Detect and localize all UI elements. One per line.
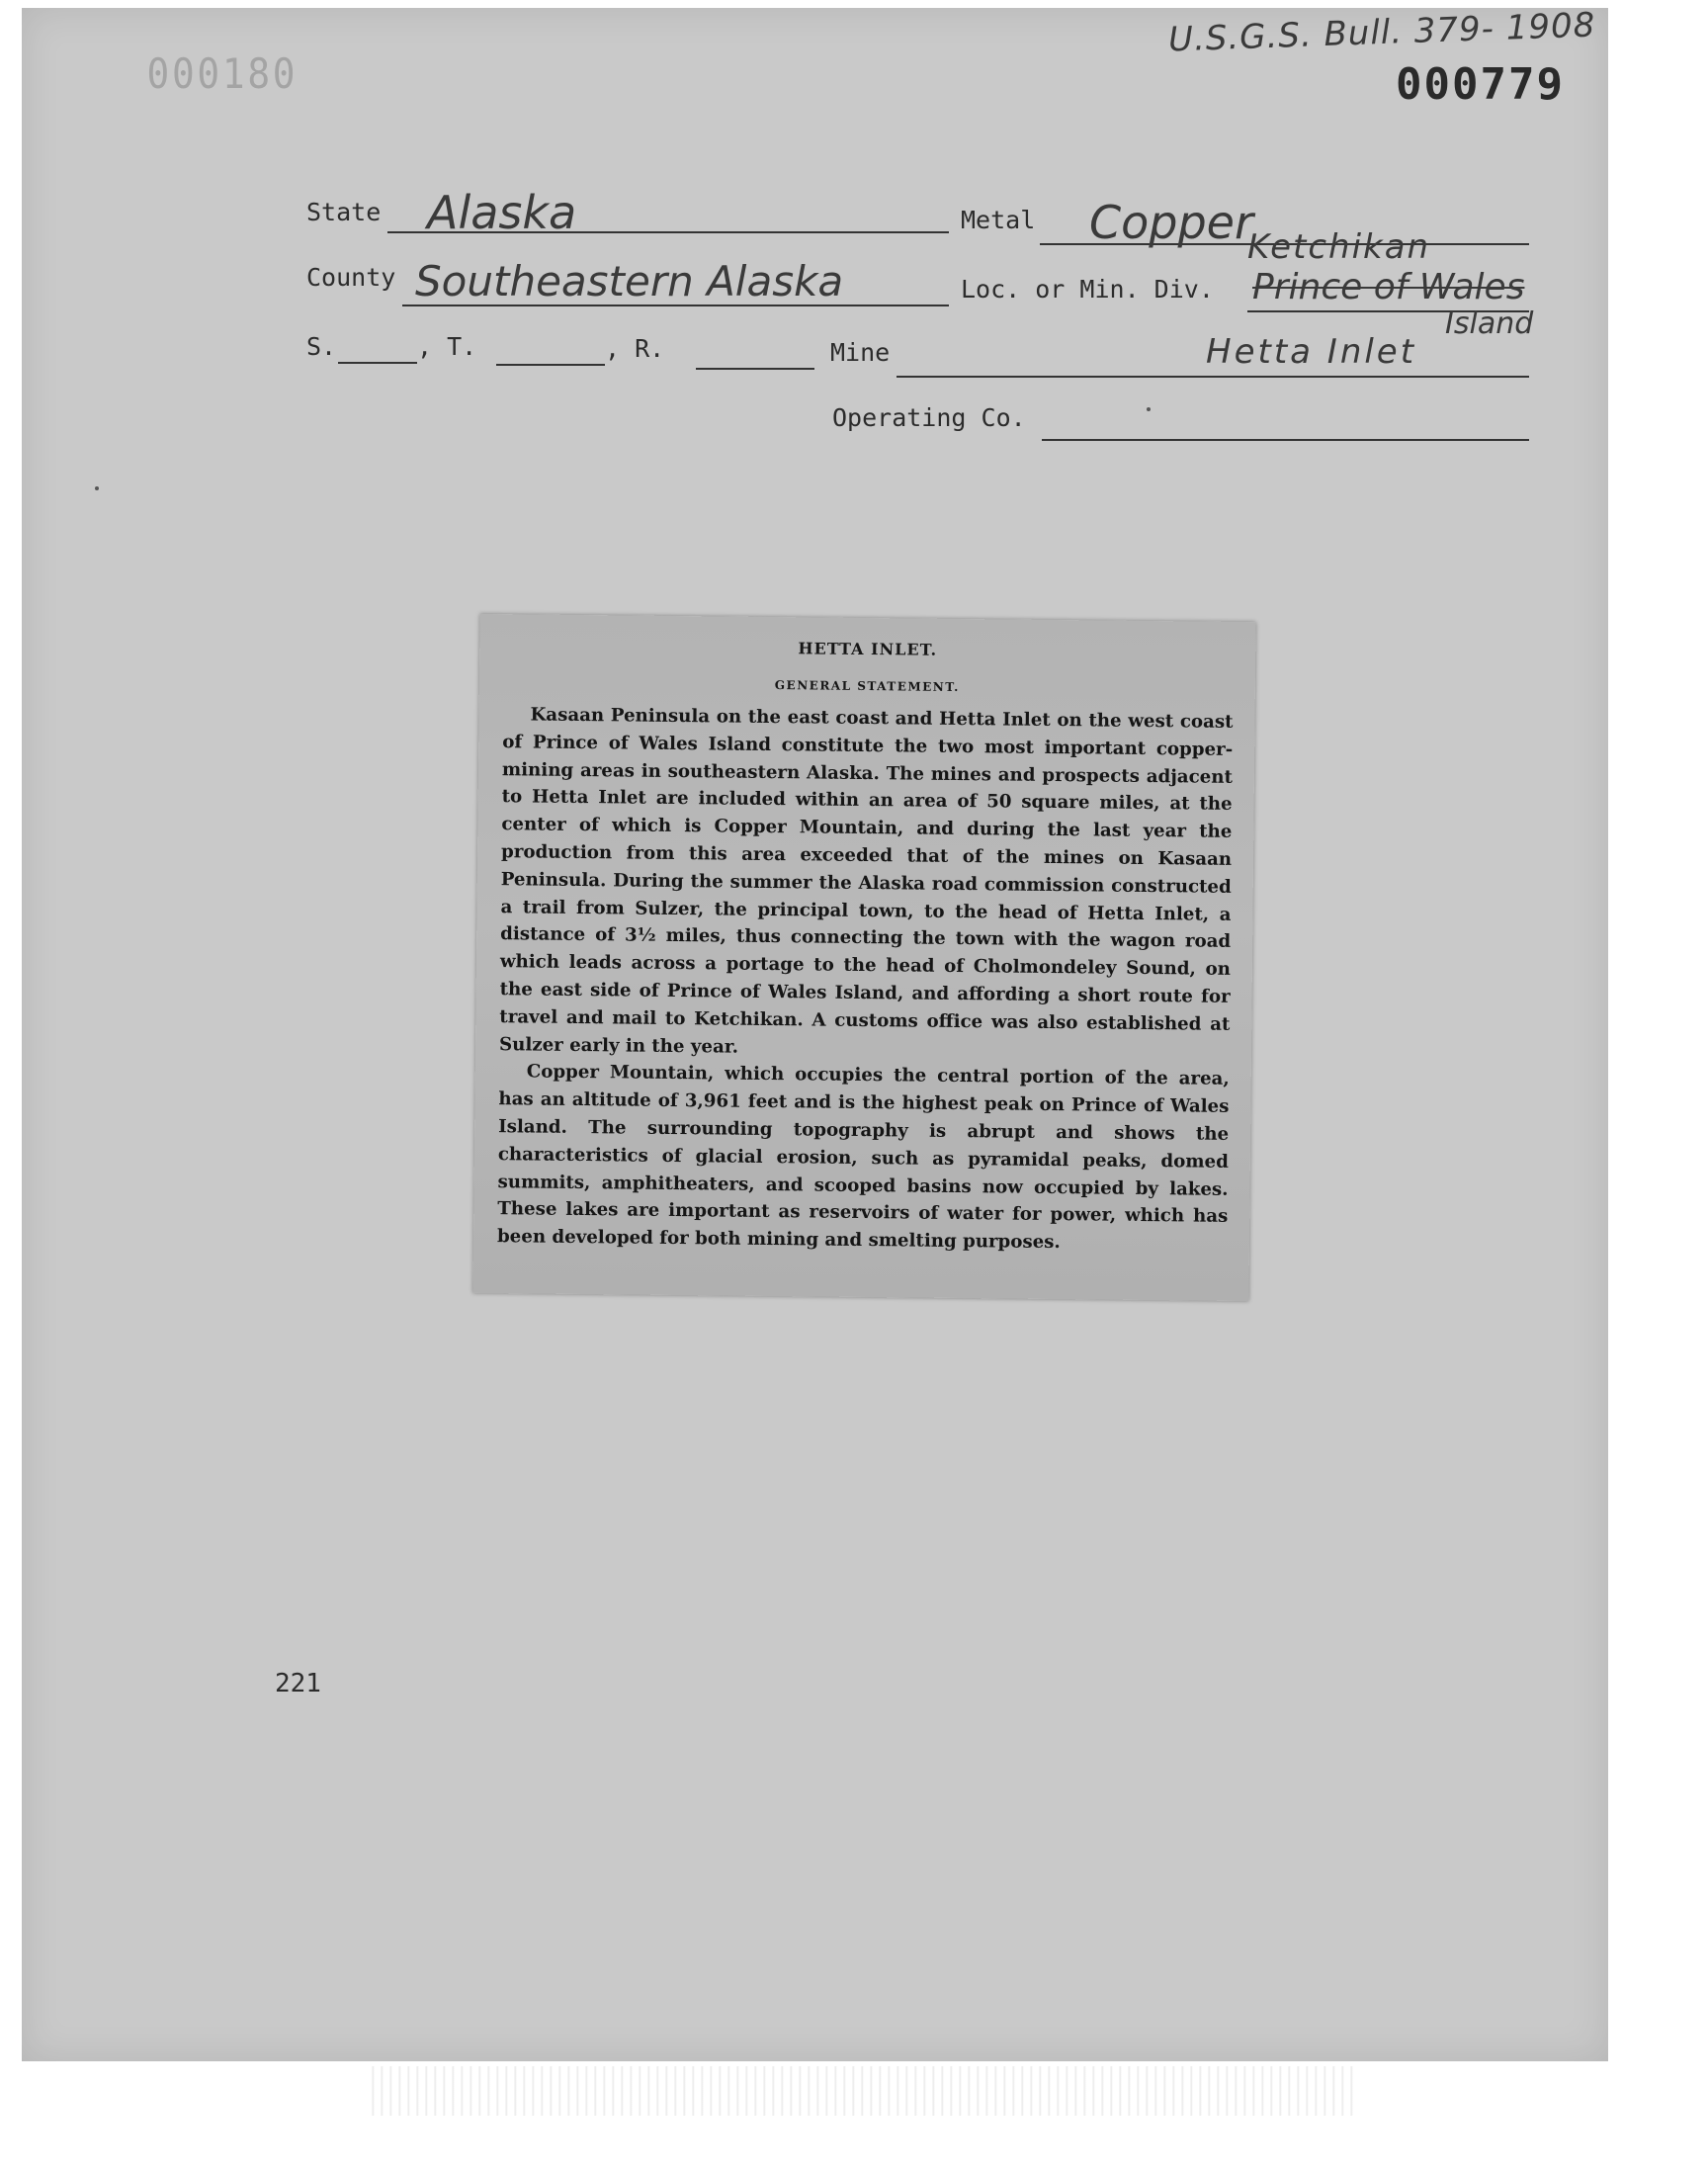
clipping-paragraph: Kasaan Peninsula on the east coast and Hetta Inlet on the west coast of Prince of Wales Island constitute the two most important copper-mining areas in southeastern Alaska. The mines and prospects adjacent to Hetta Inlet are included within an area of 50 square miles, at the center of which is Copper Mountain, and during the last year the production from this area exceeded that of the mines on Kasaan Peninsula. During the summer the Alaska road commission constructed a trail from Sulzer, the principal town, to the head of Hetta Inlet, a distance of 3½ miles, thus connecting the town with the wagon road which leads across a portage to the head of Cholmondeley Sound, on the east side of Prince of Wales Island, and affording a short route for travel and mail to Ketchikan. A customs office was also established at Sulzer early in the year. <box>498 704 1234 1058</box>
handwritten-reference: U.S.G.S. Bull. 379- 1908 <box>1167 5 1596 60</box>
loc-value-island: Island <box>1445 306 1534 341</box>
township-label: , T. <box>417 332 477 361</box>
scan-edge-strip <box>366 2066 1354 2116</box>
page-number: 221 <box>275 1669 321 1698</box>
clipping-body <box>497 701 1234 1259</box>
loc-label: Loc. or Min. Div. <box>961 275 1214 304</box>
card-number-stamp: 000779 <box>1396 59 1565 110</box>
document-sheet <box>22 5 1608 2061</box>
mine-label: Mine <box>830 338 891 367</box>
clipping-title: HETTA INLET. <box>798 639 938 659</box>
newspaper-clipping <box>472 614 1255 1301</box>
mine-line <box>897 376 1529 378</box>
township-line <box>496 364 605 366</box>
mine-value: Hetta Inlet <box>1206 332 1417 372</box>
metal-label: Metal <box>961 206 1036 234</box>
state-value: Alaska <box>427 186 577 239</box>
loc-value-struck: Prince of Wales <box>1252 267 1525 307</box>
county-label: County <box>306 263 396 292</box>
state-label: State <box>306 198 382 226</box>
operating-co-line <box>1042 439 1529 441</box>
section-line <box>338 362 417 364</box>
section-label: S. <box>306 332 337 361</box>
county-value: Southeastern Alaska <box>415 257 844 305</box>
clipping-paragraph: Copper Mountain, which occupies the central portion of the area, has an altitude of 3,961 feet and is the highest peak on Prince of Wales Island. The surrounding topography is abrupt and shows the characteristics of glacial erosion, such as pyramidal peaks, domed summits, amphitheaters, and scooped basins now occupied by lakes. These lakes are important as reservoirs of water for power, which has been developed for both mining and smelting purposes. <box>496 1061 1230 1254</box>
faint-card-number: 000180 <box>146 49 299 98</box>
operating-co-label: Operating Co. <box>832 403 1026 432</box>
range-label: , R. <box>605 334 665 363</box>
paper-speck <box>1147 407 1151 411</box>
clipping-subtitle: GENERAL STATEMENT. <box>774 678 960 694</box>
loc-value-ketchikan: Ketchikan <box>1247 227 1431 267</box>
metal-value: Copper <box>1089 196 1253 249</box>
paper-speck <box>95 486 99 490</box>
range-line <box>696 368 814 370</box>
